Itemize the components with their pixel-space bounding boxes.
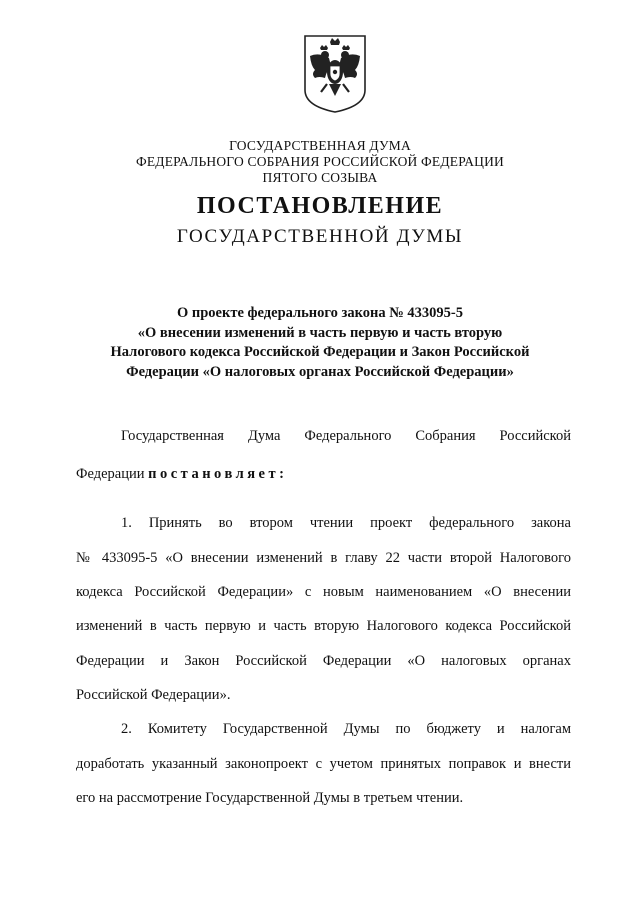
paragraph-line: Федерации и Закон Российской Федерации «О налоговых органах xyxy=(76,653,571,669)
coat-of-arms-emblem xyxy=(303,34,367,114)
subject-line: Налогового кодекса Российской Федерации и Закон Российской xyxy=(110,344,530,360)
preamble-line xyxy=(76,466,571,483)
paragraph-line: его на рассмотрение Государственной Думы в третьем чтении. xyxy=(76,790,464,806)
subject-line: Федерации «О налоговых органах Российской Федерации» xyxy=(126,363,514,380)
paragraph-line: доработать указанный законопроект с учетом принятых поправок и внести xyxy=(76,756,571,772)
paragraph-line: Российской Федерации». xyxy=(76,687,231,703)
document-subtitle: ГОСУДАРСТВЕННОЙ ДУМЫ xyxy=(176,226,464,247)
paragraph-line: № 433095-5 «О внесении изменений в главу 22 части второй Налогового xyxy=(76,550,571,566)
header-line-duma: ГОСУДАРСТВЕННАЯ ДУМА xyxy=(229,138,411,153)
subject-line: О проекте федерального закона № 433095-5 xyxy=(176,305,464,321)
paragraph-line: 1. Принять во втором чтении проект федерального закона xyxy=(121,515,571,531)
paragraph-line: изменений в часть первую и часть вторую Налогового кодекса Российской xyxy=(76,618,571,634)
document-subject xyxy=(0,304,640,382)
header-line-federal-assembly: ФЕДЕРАЛЬНОГО СОБРАНИЯ РОССИЙСКОЙ ФЕДЕРАЦИИ xyxy=(136,154,504,169)
preamble-start: Федерации xyxy=(76,466,145,482)
preamble-line: Государственная Дума Федерального Собрания Российской xyxy=(121,428,571,444)
header-line-convocation: ПЯТОГО СОЗЫВА xyxy=(262,170,378,185)
paragraph-line: кодекса Российской Федерации» с новым наименованием «О внесении xyxy=(76,584,571,600)
subject-line: «О внесении изменений в часть первую и часть вторую xyxy=(137,324,503,341)
document-title: ПОСТАНОВЛЕНИЕ xyxy=(196,193,444,219)
paragraph-line: 2. Комитету Государственной Думы по бюджету и налогам xyxy=(121,721,571,737)
decree-verb: постановляет: xyxy=(148,466,288,482)
